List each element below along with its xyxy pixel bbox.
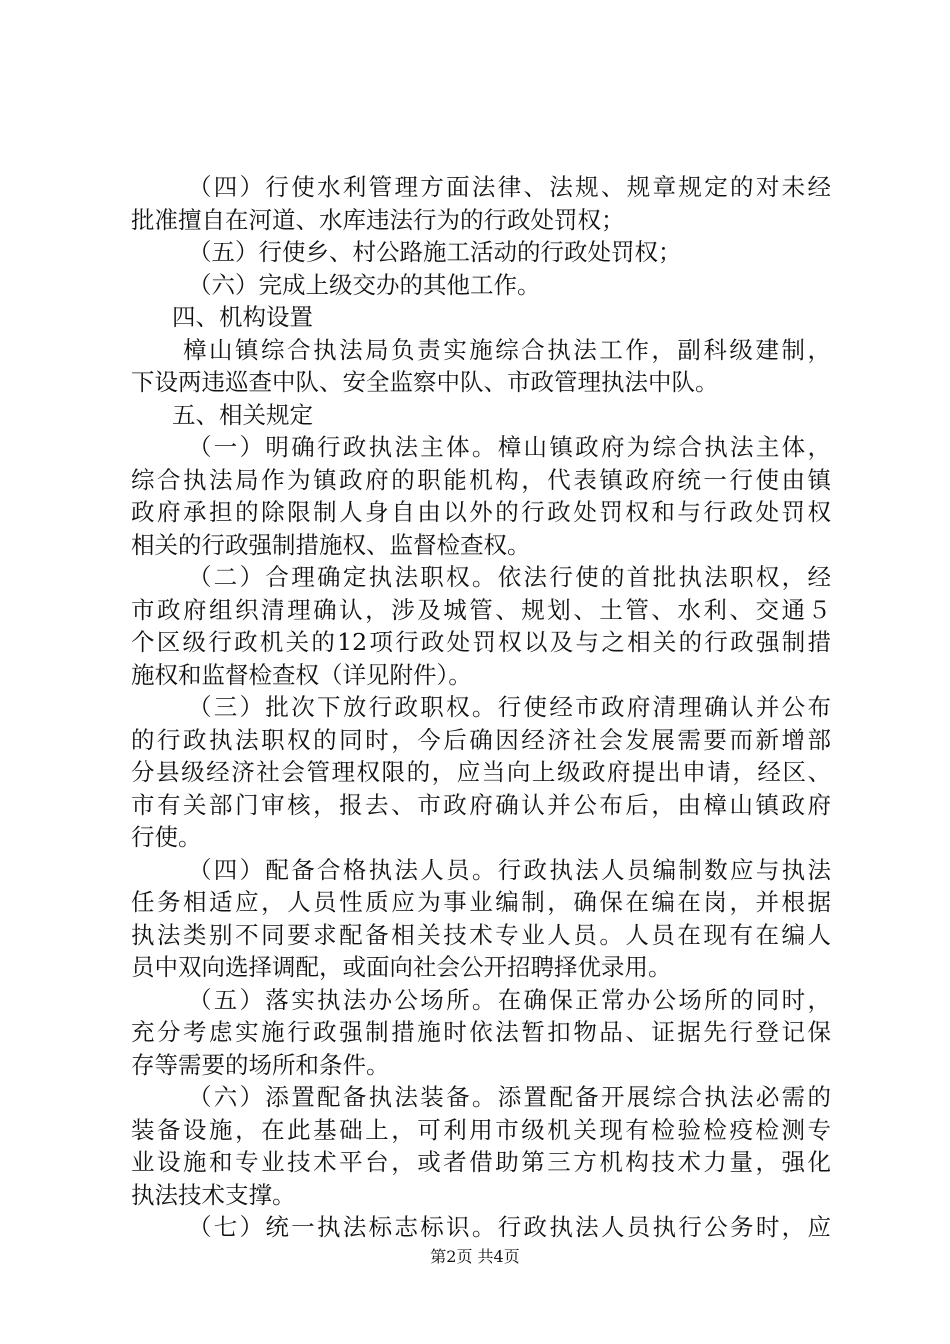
- paragraph-line: 个区级行政机关的12项行政处罚权以及与之相关的行政强制措: [131, 628, 831, 656]
- paragraph-line: 业设施和专业技术平台，或者借助第三方机构技术力量，强化: [131, 1148, 831, 1176]
- paragraph-line: 执法类别不同要求配备相关技术专业人员。人员在现有在编人: [131, 920, 831, 949]
- paragraph-line: 樟山镇综合执法局负责实施综合执法工作，副科级建制，: [183, 335, 831, 364]
- paragraph-line: 充分考虑实施行政强制措施时依法暂扣物品、证据先行登记保: [131, 1018, 831, 1046]
- paragraph-line: （一）明确行政执法主体。樟山镇政府为综合执法主体，: [188, 433, 831, 461]
- paragraph-line: 施权和监督检查权（详见附件）。: [131, 660, 472, 689]
- paragraph-line: 员中双向选择调配，或面向社会公开招聘择优录用。: [131, 953, 672, 981]
- page-number-footer: 第2页 共4页: [430, 1247, 520, 1266]
- paragraph-line: （七）统一执法标志标识。行政执法人员执行公务时，应: [188, 1213, 831, 1241]
- section-heading: 五、相关规定: [172, 400, 313, 429]
- document-body: [131, 171, 831, 1244]
- paragraph-line: （五）落实执法办公场所。在确保正常办公场所的同时，: [188, 985, 831, 1014]
- paragraph-line: 市政府组织清理确认，涉及城管、规划、土管、水利、交通５: [131, 595, 831, 624]
- paragraph-line: （四）配备合格执法人员。行政执法人员编制数应与执法: [188, 855, 831, 884]
- section-heading: 四、机构设置: [172, 303, 313, 331]
- paragraph-line: 综合执法局作为镇政府的职能机构，代表镇政府统一行使由镇: [131, 465, 831, 494]
- paragraph-line: 批准擅自在河道、水库违法行为的行政处罚权；: [131, 205, 625, 234]
- paragraph-line: （二）合理确定执法职权。依法行使的首批执法职权，经: [188, 563, 831, 591]
- paragraph-line: 分县级经济社会管理权限的，应当向上级政府提出申请，经区、: [131, 758, 831, 786]
- paragraph-line: 行使。: [131, 823, 202, 851]
- paragraph-line: （五）行使乡、村公路施工活动的行政处罚权；: [188, 238, 682, 266]
- paragraph-line: （六）完成上级交办的其他工作。: [188, 270, 541, 299]
- paragraph-line: 下设两违巡查中队、安全监察中队、市政管理执法中队。: [131, 368, 719, 396]
- paragraph-line: 相关的行政强制措施权、监督检查权。: [131, 530, 531, 559]
- paragraph-line: 政府承担的除限制人身自由以外的行政处罚权和与行政处罚权: [131, 498, 831, 526]
- paragraph-line: （三）批次下放行政职权。行使经市政府清理确认并公布: [188, 693, 831, 721]
- paragraph-line: （六）添置配备执法装备。添置配备开展综合执法必需的: [188, 1083, 831, 1111]
- paragraph-line: （四）行使水利管理方面法律、法规、规章规定的对未经: [188, 173, 831, 201]
- paragraph-line: 任务相适应，人员性质应为事业编制，确保在编在岗，并根据: [131, 888, 831, 916]
- paragraph-line: 市有关部门审核，报去、市政府确认并公布后，由樟山镇政府: [131, 790, 831, 819]
- paragraph-line: 存等需要的场所和条件。: [131, 1050, 390, 1079]
- paragraph-line: 装备设施，在此基础上，可利用市级机关现有检验检疫检测专: [131, 1115, 831, 1144]
- paragraph-line: 的行政执法职权的同时，今后确因经济社会发展需要而新增部: [131, 725, 831, 754]
- paragraph-line: 执法技术支撑。: [131, 1180, 296, 1209]
